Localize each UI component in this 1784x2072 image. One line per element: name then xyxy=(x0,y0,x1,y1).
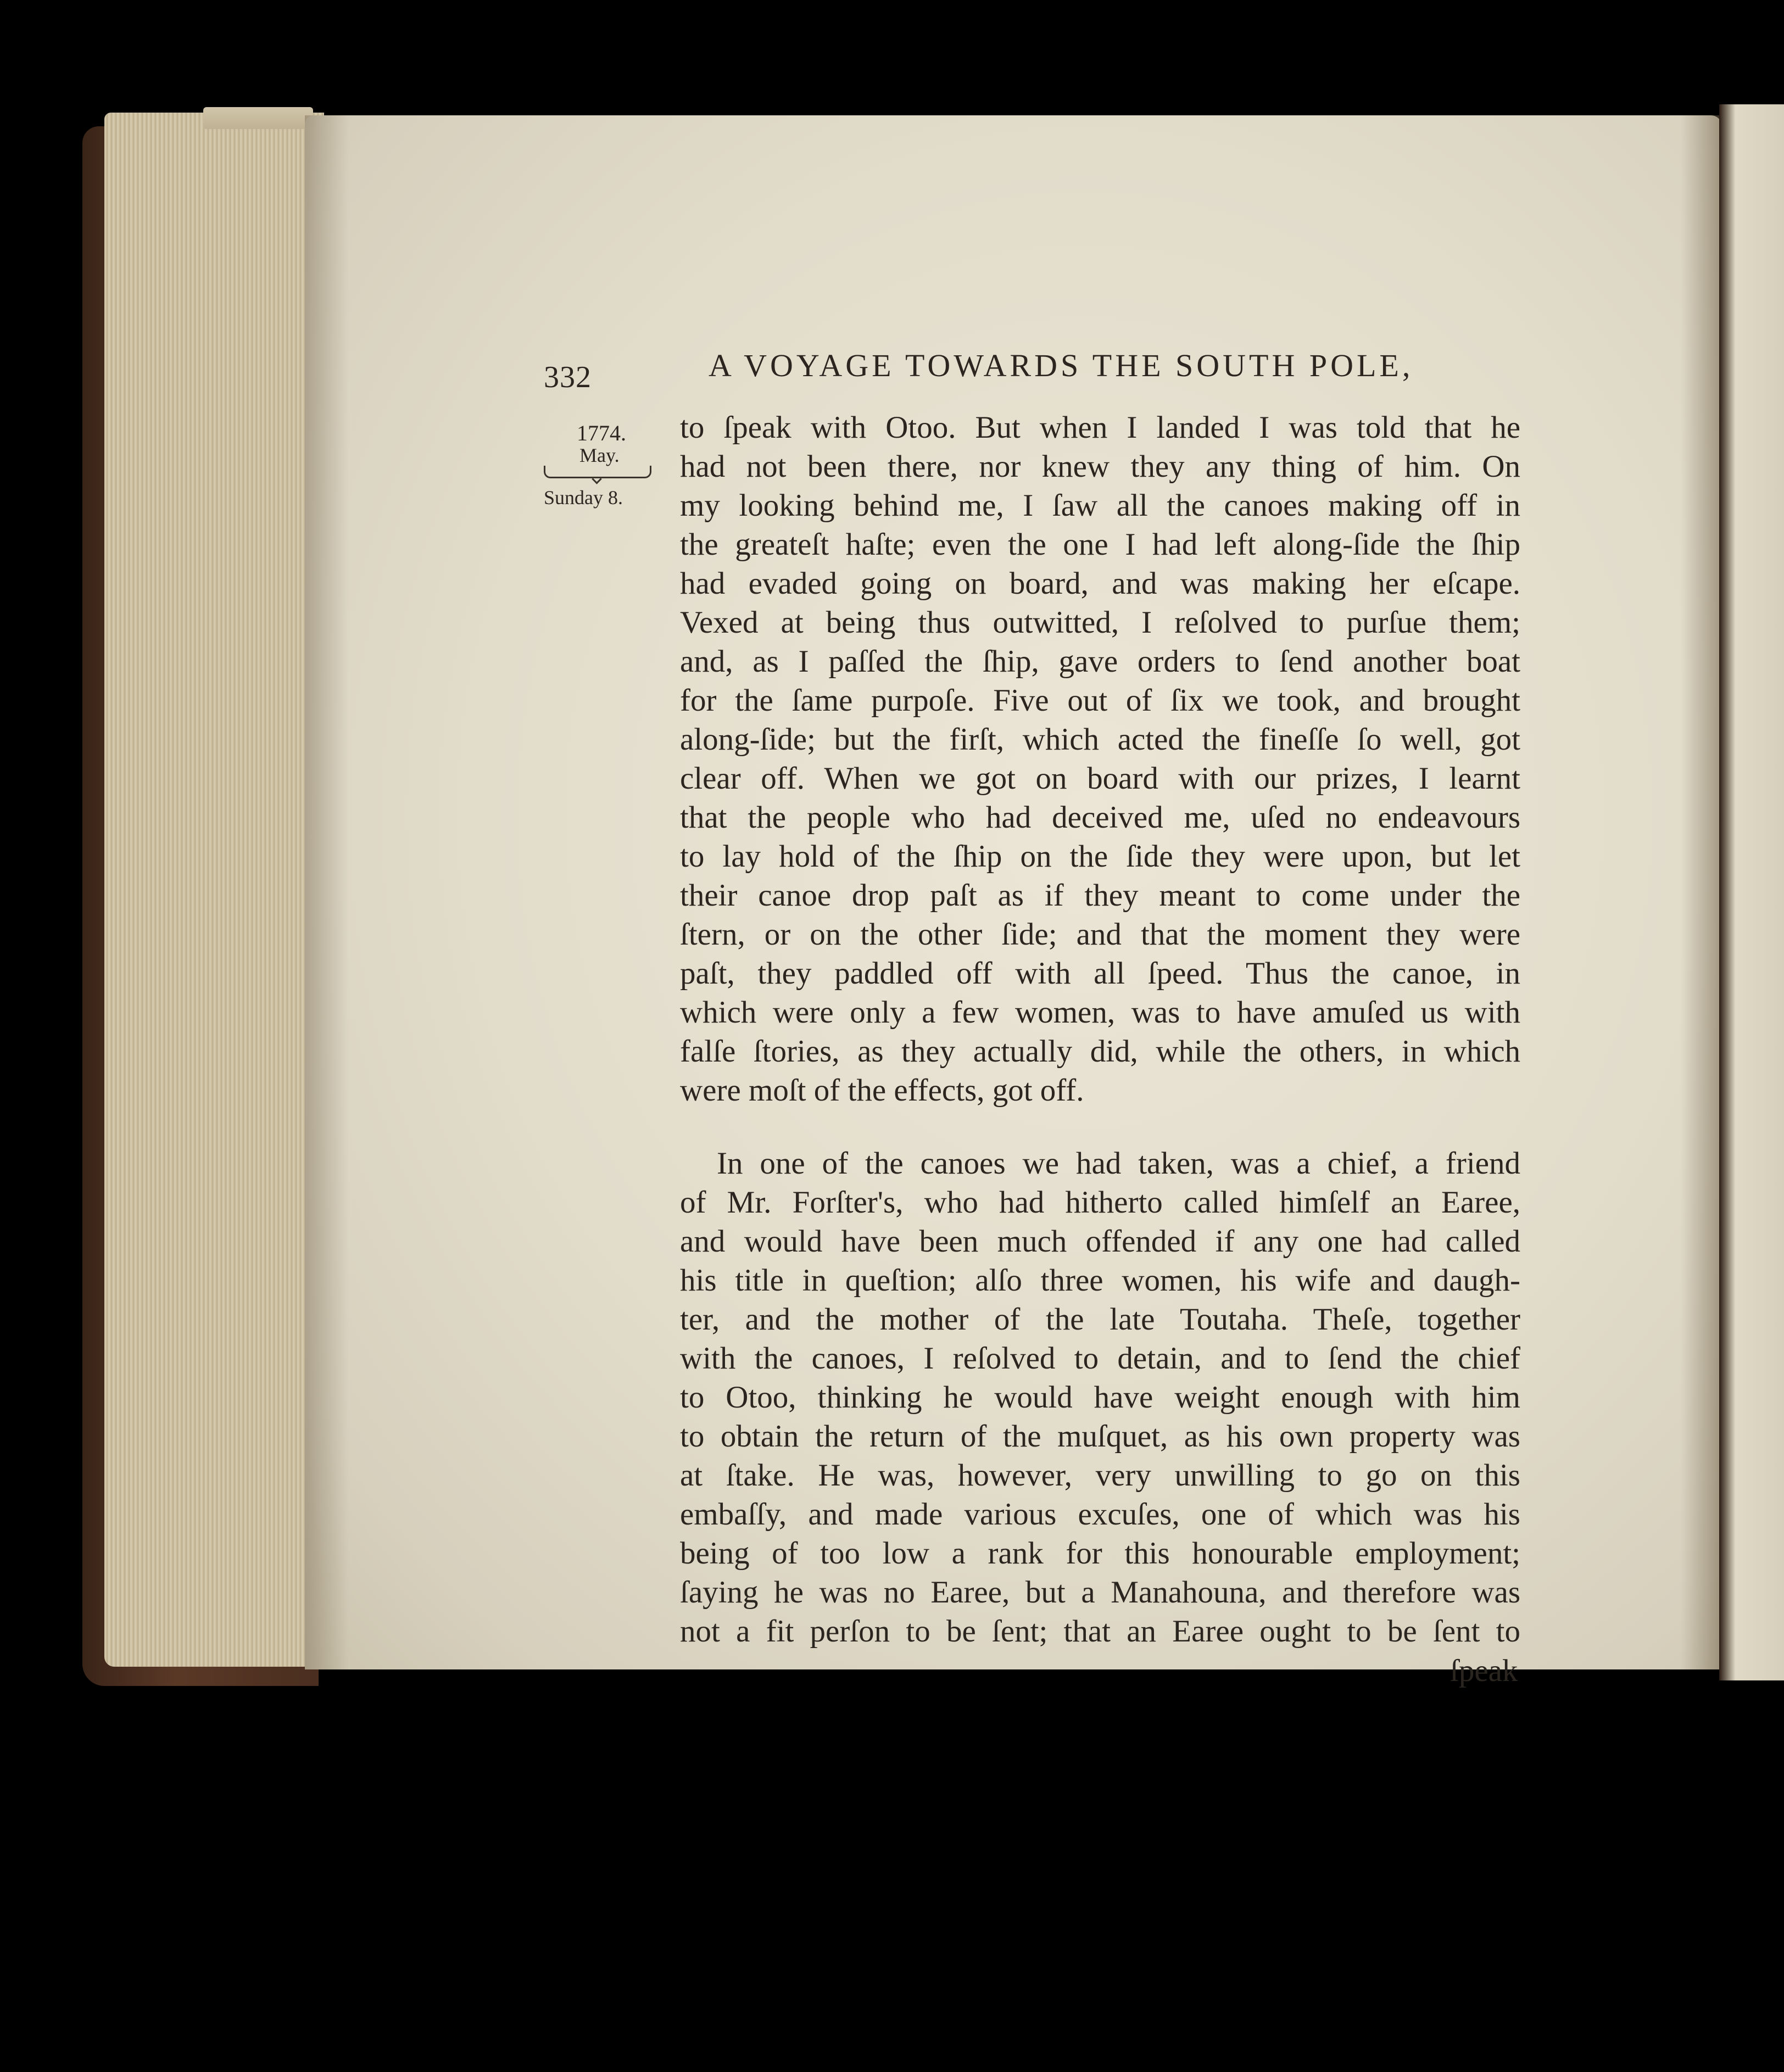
gutter-shadow xyxy=(305,115,349,1669)
text-line: falſe ſtories, as they actually did, while the others, in which xyxy=(680,1034,1520,1069)
margin-month: May. xyxy=(579,444,620,466)
page-stack-edge xyxy=(104,113,324,1667)
text-line: to lay hold of the ſhip on the ſide they were upon, but let xyxy=(680,839,1520,874)
text-line: the greateſt haſte; even the one I had left along-ſide the ſhip xyxy=(680,527,1520,562)
text-line: with the canoes, I reſolved to detain, and to ſend the chief xyxy=(680,1341,1520,1376)
catchword: ſpeak xyxy=(1450,1654,1518,1688)
text-line: ſaying he was no Earee, but a Manahouna, and therefore was xyxy=(680,1575,1520,1610)
text-line: Vexed at being thus outwitted, I reſolved to purſue them; xyxy=(680,605,1520,640)
text-line: for the ſame purpoſe. Five out of ſix we took, and brought xyxy=(680,683,1520,718)
text-line: their canoe drop paſt as if they meant to come under the xyxy=(680,878,1520,913)
text-line: clear off. When we got on board with our prizes, I learnt xyxy=(680,761,1520,796)
text-line: being of too low a rank for this honourable employment; xyxy=(680,1536,1520,1571)
text-line: along-ſide; but the firſt, which acted the fineſſe ſo well, got xyxy=(680,722,1520,757)
text-line: my looking behind me, I ſaw all the canoes making off in xyxy=(680,488,1520,523)
margin-year: 1774. xyxy=(577,421,626,445)
facing-page-edge xyxy=(1719,104,1784,1680)
text-line: of Mr. Forſter's, who had hitherto called himſelf an Earee, xyxy=(680,1185,1520,1220)
text-line: had evaded going on board, and was making her eſcape. xyxy=(680,566,1520,601)
page-stack-top xyxy=(203,107,313,129)
text-line: and, as I paſſed the ſhip, gave orders to ſend another boat xyxy=(680,644,1520,679)
running-head: A VOYAGE TOWARDS THE SOUTH POLE, xyxy=(709,348,1414,383)
text-line: ſtern, or on the other ſide; and that the moment they were xyxy=(680,917,1520,952)
text-line: his title in queſtion; alſo three women, his wife and daugh- xyxy=(680,1263,1520,1298)
text-line: embaſſy, and made various excuſes, one of which was his xyxy=(680,1497,1520,1532)
text-line: had not been there, nor knew they any thing of him. On xyxy=(680,449,1520,484)
text-line: paſt, they paddled off with all ſpeed. Thus the canoe, in xyxy=(680,956,1520,991)
page-number: 332 xyxy=(544,360,592,394)
text-line: and would have been much offended if any one had called xyxy=(680,1224,1520,1259)
text-line: to Otoo, thinking he would have weight enough with him xyxy=(680,1380,1520,1415)
text-line: which were only a few women, was to have amuſed us with xyxy=(680,995,1520,1030)
text-line: to obtain the return of the muſquet, as his own property was xyxy=(680,1419,1520,1454)
text-line: were moſt of the effects, got off. xyxy=(680,1073,1084,1108)
text-line: that the people who had deceived me, uſed no endeavours xyxy=(680,800,1520,835)
text-line: In one of the canoes we had taken, was a chief, a friend xyxy=(717,1146,1520,1181)
text-line: ter, and the mother of the late Toutaha. Theſe, together xyxy=(680,1302,1520,1337)
text-line: to ſpeak with Otoo. But when I landed I was told that he xyxy=(680,410,1520,445)
page-edge-shadow xyxy=(1681,115,1722,1669)
margin-day: Sunday 8. xyxy=(544,487,623,509)
text-line: at ſtake. He was, however, very unwilling to go on this xyxy=(680,1458,1520,1493)
text-line: not a fit perſon to be ſent; that an Earee ought to be ſent to xyxy=(680,1614,1520,1649)
